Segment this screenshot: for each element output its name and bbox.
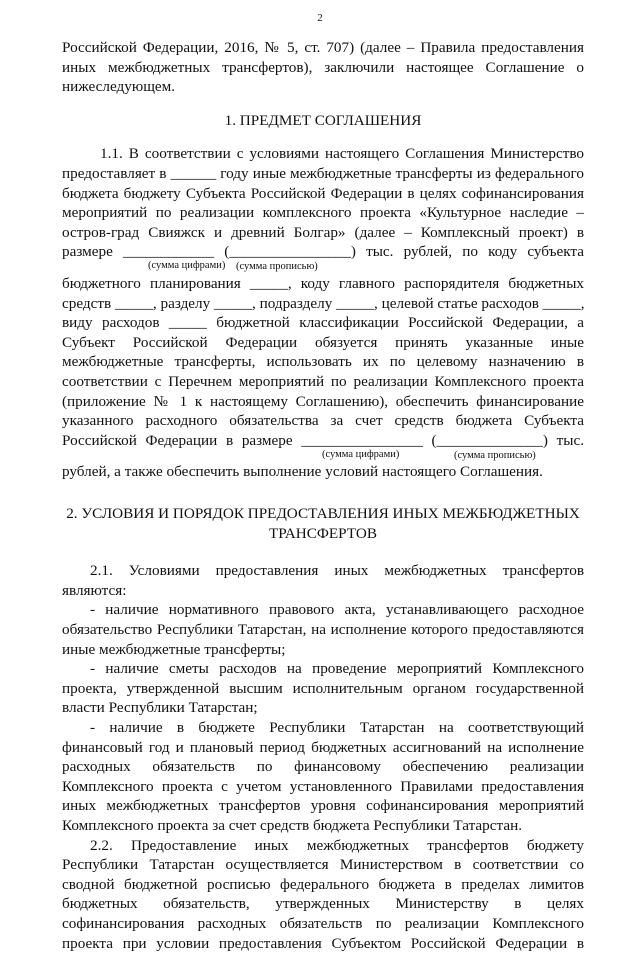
text-line: Российской Федерации в размере ________________ (______________) тыс. <box>62 431 584 449</box>
caption-sum-digits: (сумма цифрами) <box>148 260 226 272</box>
text-line: виду расходов _____ бюджетной классификации Российской Федерации, а <box>62 314 584 332</box>
caption-sum-words: (сумма прописью) <box>454 449 536 461</box>
text-line: размере ____________ (________________) тыс. рублей, по коду субъекта <box>62 243 584 261</box>
text-line: иных межбюджетных трансфертов уровня софинансирования мероприятий <box>62 797 584 815</box>
text-line: софинансирования расходных обязательств по реализации Комплексного <box>62 915 584 932</box>
text-line: - наличие в бюджете Республики Татарстан на соответствующий <box>90 719 584 736</box>
text-line: бюджетных обязательств, утвержденных Министерству в целях <box>62 895 584 913</box>
text-line: мероприятий по реализации комплексного проекта «Культурное наследие – <box>62 204 584 222</box>
text-line: обязательство Республики Татарстан, на исполнение которого предоставляются <box>62 621 584 638</box>
text-line: Субъект Российской Федерации обязуется принять указанные иные <box>62 333 584 351</box>
text-line: сводной бюджетной росписью федерального бюджета в пределах лимитов <box>62 875 584 893</box>
text-line: являются: <box>62 581 127 599</box>
text-line: остров-град Свияжск и древний Болгар» (далее – Комплексный проект) в <box>62 223 584 241</box>
text-line: 2.1. Условиями предоставления иных межбюджетных трансфертов <box>90 562 584 580</box>
text-line: расходных обязательств по финансовому обеспечению реализации <box>62 758 584 776</box>
text-line: рублей, а также обеспечить выполнение условий настоящего Соглашения. <box>62 463 543 481</box>
text-line: бюджетного планирования _____, коду главного распорядителя бюджетных <box>62 275 584 292</box>
text-line: межбюджетные трансферты, использовать их по целевому назначению в <box>62 353 584 371</box>
text-line: (приложение № 1 к настоящему Соглашению), обеспечить финансирование <box>62 392 584 410</box>
text-line: 2.2. Предоставление иных межбюджетных трансфертов бюджету <box>90 836 584 854</box>
section-1-heading: 1. ПРЕДМЕТ СОГЛАШЕНИЯ <box>224 111 422 129</box>
text-line: Комплексного проекта с учетом установленного Правилами предоставления <box>62 777 584 795</box>
text-line: бюджета бюджету Субъекта Российской Федерации в целях софинансирования <box>62 184 584 202</box>
section-2-heading-cont: ТРАНСФЕРТОВ <box>269 524 377 542</box>
page-number: 2 <box>317 12 323 24</box>
text-line: проекта, утвержденной высшим исполнительным органом государственной <box>62 679 584 697</box>
text-line: Российской Федерации, 2016, № 5, ст. 707) (далее – Правила предоставления <box>62 39 584 56</box>
text-line: - наличие нормативного правового акта, устанавливающего расходное <box>90 601 584 619</box>
text-line: предоставляет в ______ году иные межбюджетные трансферты из федерального <box>62 165 584 182</box>
text-line: проекта при условии предоставления Субъектом Российской Федерации в <box>62 934 584 952</box>
text-line: Комплексного проекта за счет средств бюджета Республики Татарстан. <box>62 817 522 834</box>
text-line: иных межбюджетных трансфертов), заключили настоящее Соглашение о <box>62 58 584 76</box>
text-line: указанного расходного обязательства за счет средств бюджета Субъекта <box>62 412 584 430</box>
text-line: власти Республики Татарстан; <box>62 699 258 717</box>
text-line: 1.1. В соответствии с условиями настоящего Соглашения Министерство <box>100 145 584 163</box>
text-line: нижеследующем. <box>62 78 176 96</box>
text-line: финансовый год и плановый период бюджетных ассигнований на исполнение <box>62 738 584 756</box>
text-line: - наличие сметы расходов на проведение мероприятий Комплексного <box>90 660 584 678</box>
text-line: иные межбюджетные трансферты; <box>62 640 286 658</box>
text-line: Республики Татарстан осуществляется Министерством в соответствии со <box>62 856 584 874</box>
text-line: соответствии с Перечнем мероприятий по реализации Комплексного проекта <box>62 373 584 390</box>
section-2-heading: 2. УСЛОВИЯ И ПОРЯДОК ПРЕДОСТАВЛЕНИЯ ИНЫХ МЕЖБЮДЖЕТНЫХ <box>66 505 580 522</box>
caption-sum-digits: (сумма цифрами) <box>322 448 400 460</box>
caption-sum-words: (сумма прописью) <box>236 261 318 273</box>
text-line: средств _____, разделу _____, подразделу _____, целевой статье расходов _____, <box>62 294 585 312</box>
